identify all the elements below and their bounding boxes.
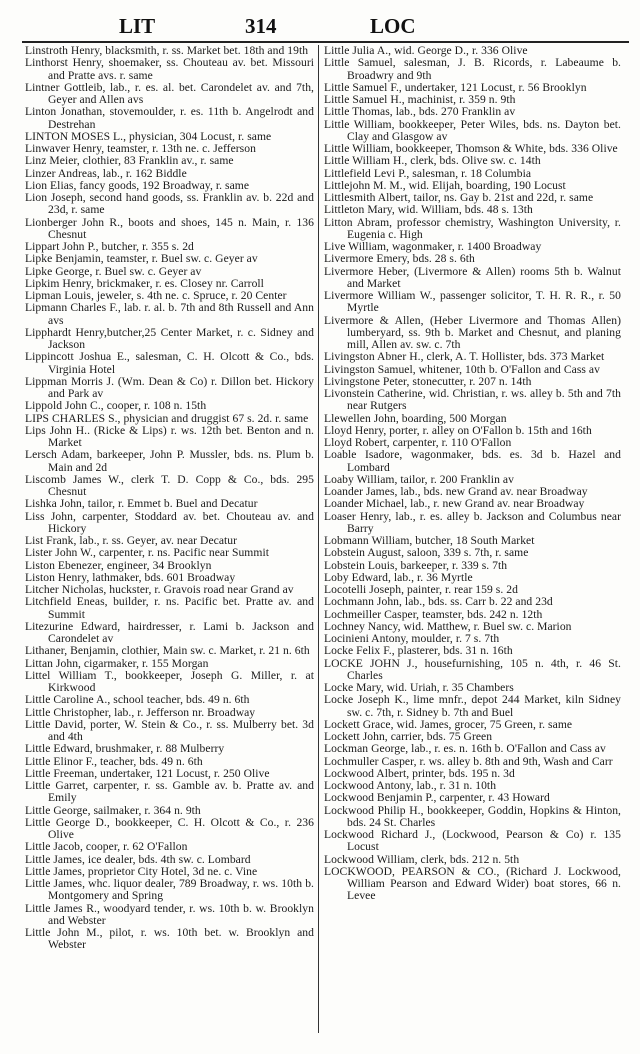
directory-entry: Locke Joseph K., lime mnfr., depot 244 Market, kiln Sidney sw. c. 7th, r. Sidney b. 7th and Buel bbox=[324, 693, 621, 719]
directory-entry: Lintner Gottleib, lab., r. es. al. bet. Carondelet av. and 7th, Geyer and Allen avs bbox=[25, 80, 314, 106]
header-guide-word-left: LIT bbox=[119, 14, 156, 38]
directory-entry: Llewellen John, boarding, 500 Morgan bbox=[324, 411, 507, 425]
directory-entry: LIPS CHARLES S., physician and druggist 67 s. 2d. r. same bbox=[25, 411, 309, 425]
directory-entry: Liscomb James W., clerk T. D. Copp & Co., bds. 295 Chesnut bbox=[25, 472, 314, 498]
directory-entry: Little Samuel H., machinist, r. 359 n. 9th bbox=[324, 93, 516, 106]
directory-entry: Lersch Adam, barkeeper, John P. Mussler, bds. ns. Plum b. Main and 2d bbox=[25, 448, 314, 474]
left-column bbox=[25, 45, 314, 952]
directory-entry: Little William, bookkeeper, Thomson & White, bds. 336 Olive bbox=[324, 142, 618, 155]
directory-entry: Little Elinor F., teacher, bds. 49 n. 6th bbox=[25, 754, 203, 768]
directory-entry: Little James, whc. liquor dealer, 789 Broadway, r. ws. 10th b. Montgomery and Spring bbox=[25, 877, 314, 903]
directory-entry: Lion Joseph, second hand goods, ss. Franklin av. b. 22d and 23d, r. same bbox=[25, 191, 314, 217]
directory-entry: Littlejohn M. M., wid. Elijah, boarding, 190 Locust bbox=[324, 178, 566, 192]
directory-entry: Lobstein August, saloon, 339 s. 7th, r. same bbox=[324, 546, 529, 560]
directory-entry: Lippold John C., cooper, r. 108 n. 15th bbox=[25, 399, 207, 413]
directory-entry: Little George D., bookkeeper, C. H. Olcott & Co., r. 236 Olive bbox=[25, 815, 314, 841]
directory-entry: LOCKWOOD, PEARSON & CO., (Richard J. Lockwood, William Pearson and Edward Wider) boat stores, 66 n. Levee bbox=[324, 864, 621, 903]
directory-entry: Lipkim Henry, brickmaker, r. es. Closey nr. Carroll bbox=[25, 276, 264, 290]
directory-entry: LINTON MOSES L., physician, 304 Locust, r. same bbox=[25, 129, 272, 143]
directory-entry: Lister John W., carpenter, r. ns. Pacific near Summit bbox=[25, 546, 269, 560]
directory-entry: Lippman Morris J. (Wm. Dean & Co) r. Dillon bet. Hickory and Park av bbox=[25, 374, 314, 400]
directory-entry: Loaby William, tailor, r. 200 Franklin av bbox=[324, 472, 514, 486]
directory-entry: Lionberger John R., boots and shoes, 145 n. Main, r. 136 Chesnut bbox=[25, 215, 314, 241]
directory-entry: Lockwood Antony, lab., r. 31 n. 10th bbox=[324, 779, 497, 792]
directory-entry: Locotelli Joseph, painter, r. rear 159 s. 2d bbox=[324, 583, 518, 596]
directory-entry: Livonstein Catherine, wid. Christian, r. ws. alley b. 5th and 7th near Rutgers bbox=[324, 387, 621, 413]
directory-entry: Little George, sailmaker, r. 364 n. 9th bbox=[25, 803, 201, 817]
page-header bbox=[20, 12, 630, 42]
header-rule bbox=[22, 41, 629, 43]
directory-entry: Lipman Louis, jeweler, s. 4th ne. c. Spruce, r. 20 Center bbox=[25, 289, 287, 302]
directory-entry: Liston Henry, lathmaker, bds. 601 Broadway bbox=[25, 570, 236, 584]
directory-entry: Lithaner, Benjamin, clothier, Main sw. c. Market, r. 21 n. 6th bbox=[25, 644, 310, 658]
directory-entry: Littan John, cigarmaker, r. 155 Morgan bbox=[25, 656, 209, 670]
directory-entry: Little Freeman, undertaker, 121 Locust, r. 250 Olive bbox=[25, 766, 270, 780]
directory-entry: Lockett John, carrier, bds. 75 Green bbox=[324, 730, 493, 743]
directory-entry: Loander James, lab., bds. new Grand av. near Broadway bbox=[324, 485, 588, 498]
directory-entry: Little Samuel F., undertaker, 121 Locust, r. 56 Brooklyn bbox=[324, 80, 587, 94]
directory-entry: Locinieni Antony, moulder, r. 7 s. 7th bbox=[324, 632, 500, 645]
directory-entry: Lips John H.. (Ricke & Lips) r. ws. 12th bet. Benton and n. Market bbox=[25, 423, 314, 449]
directory-entry: Lipmann Charles F., lab. r. al. b. 7th and 8th Russell and Ann avs bbox=[25, 301, 314, 327]
directory-entry: Little Edward, brushmaker, r. 88 Mulberry bbox=[25, 742, 225, 756]
directory-entry: LOCKE JOHN J., housefurnishing, 105 n. 4th, r. 46 St. Charles bbox=[324, 656, 621, 682]
directory-entry: Lockett Grace, wid. James, grocer, 75 Green, r. same bbox=[324, 717, 573, 731]
directory-entry: Lobmann William, butcher, 18 South Market bbox=[324, 534, 535, 547]
directory-entry: Little Christopher, lab., r. Jefferson nr. Broadway bbox=[25, 705, 256, 719]
directory-entry: Littleton Mary, wid. William, bds. 48 s. 13th bbox=[324, 203, 533, 217]
directory-entry: Loby Edward, lab., r. 36 Myrtle bbox=[324, 570, 473, 584]
directory-entry: Liston Ebenezer, engineer, 34 Brooklyn bbox=[25, 558, 212, 572]
directory-entry: Little James, proprietor City Hotel, 3d ne. c. Vine bbox=[25, 864, 258, 878]
directory-entry: Lockwood Richard J., (Lockwood, Pearson & Co) r. 135 Locust bbox=[324, 828, 621, 854]
directory-entry: Littlefield Levi P., salesman, r. 18 Columbia bbox=[324, 166, 532, 180]
directory-entry: Livingston Abner H., clerk, A. T. Hollister, bds. 373 Market bbox=[324, 350, 605, 364]
directory-entry: Little Samuel, salesman, J. B. Ricords, r. Labeaume b. Broadwry and 9th bbox=[324, 56, 621, 82]
directory-entry: Liss John, carpenter, Stoddard av. bet. Chouteau av. and Hickory bbox=[25, 509, 314, 535]
directory-entry: Littel William T., bookkeeper, Joseph G. Miller, r. at Kirkwood bbox=[25, 668, 314, 694]
directory-entry: Linthorst Henry, shoemaker, ss. Chouteau av. bet. Missouri and Pratte avs. r. same bbox=[25, 56, 314, 82]
directory-entry: Livingstone Peter, stonecutter, r. 207 n. 14th bbox=[324, 374, 532, 388]
directory-entry: Litcher Nicholas, huckster, r. Gravois road near Grand av bbox=[25, 583, 294, 596]
directory-entry: Lipke Benjamin, teamster, r. Buel sw. c. Geyer av bbox=[25, 252, 258, 266]
directory-entry: Loable Isadore, wagonmaker, bds. es. 3d b. Hazel and Lombard bbox=[324, 448, 621, 474]
directory-entry: Little Julia A., wid. George D., r. 336 Olive bbox=[324, 44, 528, 57]
directory-entry: Live William, wagonmaker, r. 1400 Broadway bbox=[324, 240, 542, 253]
directory-entry: Little Thomas, lab., bds. 270 Franklin av bbox=[324, 105, 516, 119]
directory-entry: Lochmeiller Casper, teamster, bds. 242 n. 12th bbox=[324, 607, 543, 621]
directory-entry: Litton Abram, professor chemistry, Washington University, r. Eugenia c. High bbox=[324, 215, 621, 241]
directory-entry: Lobstein Louis, barkeeper, r. 339 s. 7th bbox=[324, 558, 508, 572]
directory-entry: Little Garret, carpenter, r. ss. Gamble av. b. Pratte av. and Emily bbox=[25, 779, 314, 805]
directory-entry: Lochmuller Casper, r. ws. alley b. 8th and 9th, Wash and Carr bbox=[324, 754, 613, 768]
directory-entry: Livermore & Allen, (Heber Livermore and Thomas Allen) lumberyard, ss. 9th b. Market and Chesnut, and planing mill, Allen av. sw. c. 7th bbox=[324, 313, 621, 351]
directory-entry: Little William, bookkeeper, Peter Wiles, bds. ns. Dayton bet. Clay and Glasgow av bbox=[324, 117, 621, 143]
directory-entry: Litchfield Eneas, builder, r. ns. Pacific bet. Pratte av. and Summit bbox=[25, 595, 314, 621]
directory-entry: Lippart John P., butcher, r. 355 s. 2d bbox=[25, 240, 194, 253]
directory-entry: Locke Mary, wid. Uriah, r. 35 Chambers bbox=[324, 681, 514, 694]
directory-entry: Livermore William W., passenger solicitor, T. H. R. R., r. 50 Myrtle bbox=[324, 289, 621, 315]
directory-entry: Lloyd Henry, porter, r. alley on O'Fallon b. 15th and 16th bbox=[324, 423, 592, 437]
directory-entry: Lochney Nancy, wid. Matthew, r. Buel sw. c. Marion bbox=[324, 619, 572, 633]
page-number: 314 bbox=[245, 14, 277, 38]
directory-entry: Lockwood Benjamin P., carpenter, r. 43 Howard bbox=[324, 791, 550, 805]
directory-entry: Lockwood Philip H., bookkeeper, Goddin, Hopkins & Hinton, bds. 24 St. Charles bbox=[324, 803, 621, 829]
directory-entry: Livermore Heber, (Livermore & Allen) rooms 5th b. Walnut and Market bbox=[324, 264, 621, 290]
directory-entry: Livingston Samuel, whitener, 10th b. O'Fallon and Cass av bbox=[324, 362, 600, 376]
directory-entry: Lipke George, r. Buel sw. c. Geyer av bbox=[25, 264, 202, 278]
directory-entry: Lippincott Joshua E., salesman, C. H. Olcott & Co., bds. Virginia Hotel bbox=[25, 350, 314, 376]
directory-entry: Littlesmith Albert, tailor, ns. Gay b. 21st and 22d, r. same bbox=[324, 191, 594, 204]
directory-entry: Little Jacob, cooper, r. 62 O'Fallon bbox=[25, 840, 188, 854]
column-divider bbox=[318, 45, 319, 1033]
directory-entry: Little James R., woodyard tender, r. ws. 10th b. w. Brooklyn and Webster bbox=[25, 901, 314, 927]
directory-entry: Lishka John, tailor, r. Emmet b. Buel and Decatur bbox=[25, 497, 258, 511]
directory-entry: Little James, ice dealer, bds. 4th sw. c. Lombard bbox=[25, 852, 251, 866]
directory-entry: Litezurine Edward, hairdresser, r. Lami b. Jackson and Carondelet av bbox=[25, 619, 314, 645]
directory-entry: Lipphardt Henry,butcher,25 Center Market, r. c. Sidney and Jackson bbox=[25, 325, 314, 351]
directory-entry: Loaser Henry, lab., r. es. alley b. Jackson and Columbus near Barry bbox=[324, 509, 621, 535]
directory-entry: Linstroth Henry, blacksmith, r. ss. Market bet. 18th and 19th bbox=[25, 44, 309, 57]
directory-entry: Little William H., clerk, bds. Olive sw. c. 14th bbox=[324, 154, 541, 168]
directory-entry: Linzer Andreas, lab., r. 162 Biddle bbox=[25, 166, 187, 180]
right-column bbox=[324, 45, 621, 903]
directory-entry: Linwaver Henry, teamster, r. 13th ne. c. Jefferson bbox=[25, 142, 256, 155]
directory-entry: Lloyd Robert, carpenter, r. 110 O'Fallon bbox=[324, 436, 512, 449]
directory-entry: Locke Felix F., plasterer, bds. 31 n. 16th bbox=[324, 644, 513, 658]
directory-entry: Lockman George, lab., r. es. n. 16th b. O'Fallon and Cass av bbox=[324, 742, 606, 756]
directory-entry: Lion Elias, fancy goods, 192 Broadway, r. same bbox=[25, 178, 250, 192]
directory-entry: Loander Michael, lab., r. new Grand av. near Broadway bbox=[324, 497, 585, 511]
directory-entry: Livermore Emery, bds. 28 s. 6th bbox=[324, 252, 475, 266]
header-guide-word-right: LOC bbox=[370, 14, 416, 38]
directory-entry: Linz Meier, clothier, 83 Franklin av., r. same bbox=[25, 154, 234, 168]
directory-entry: Little Caroline A., school teacher, bds. 49 n. 6th bbox=[25, 693, 250, 707]
directory-entry: Lockwood Albert, printer, bds. 195 n. 3d bbox=[324, 766, 515, 780]
directory-entry: Little John M., pilot, r. ws. 10th bet. w. Brooklyn and Webster bbox=[25, 926, 314, 952]
directory-entry: List Frank, lab., r. ss. Geyer, av. near Decatur bbox=[25, 534, 238, 547]
directory-entry: Lockwood William, clerk, bds. 212 n. 5th bbox=[324, 852, 520, 866]
directory-entry: Little David, porter, W. Stein & Co., r. ss. Mulberry bet. 3d and 4th bbox=[25, 717, 314, 743]
directory-entry: Linton Jonathan, stovemoulder, r. es. 11th b. Angelrodt and Destrehan bbox=[25, 105, 314, 131]
directory-entry: Lochmann John, lab., bds. ss. Carr b. 22 and 23d bbox=[324, 595, 553, 609]
